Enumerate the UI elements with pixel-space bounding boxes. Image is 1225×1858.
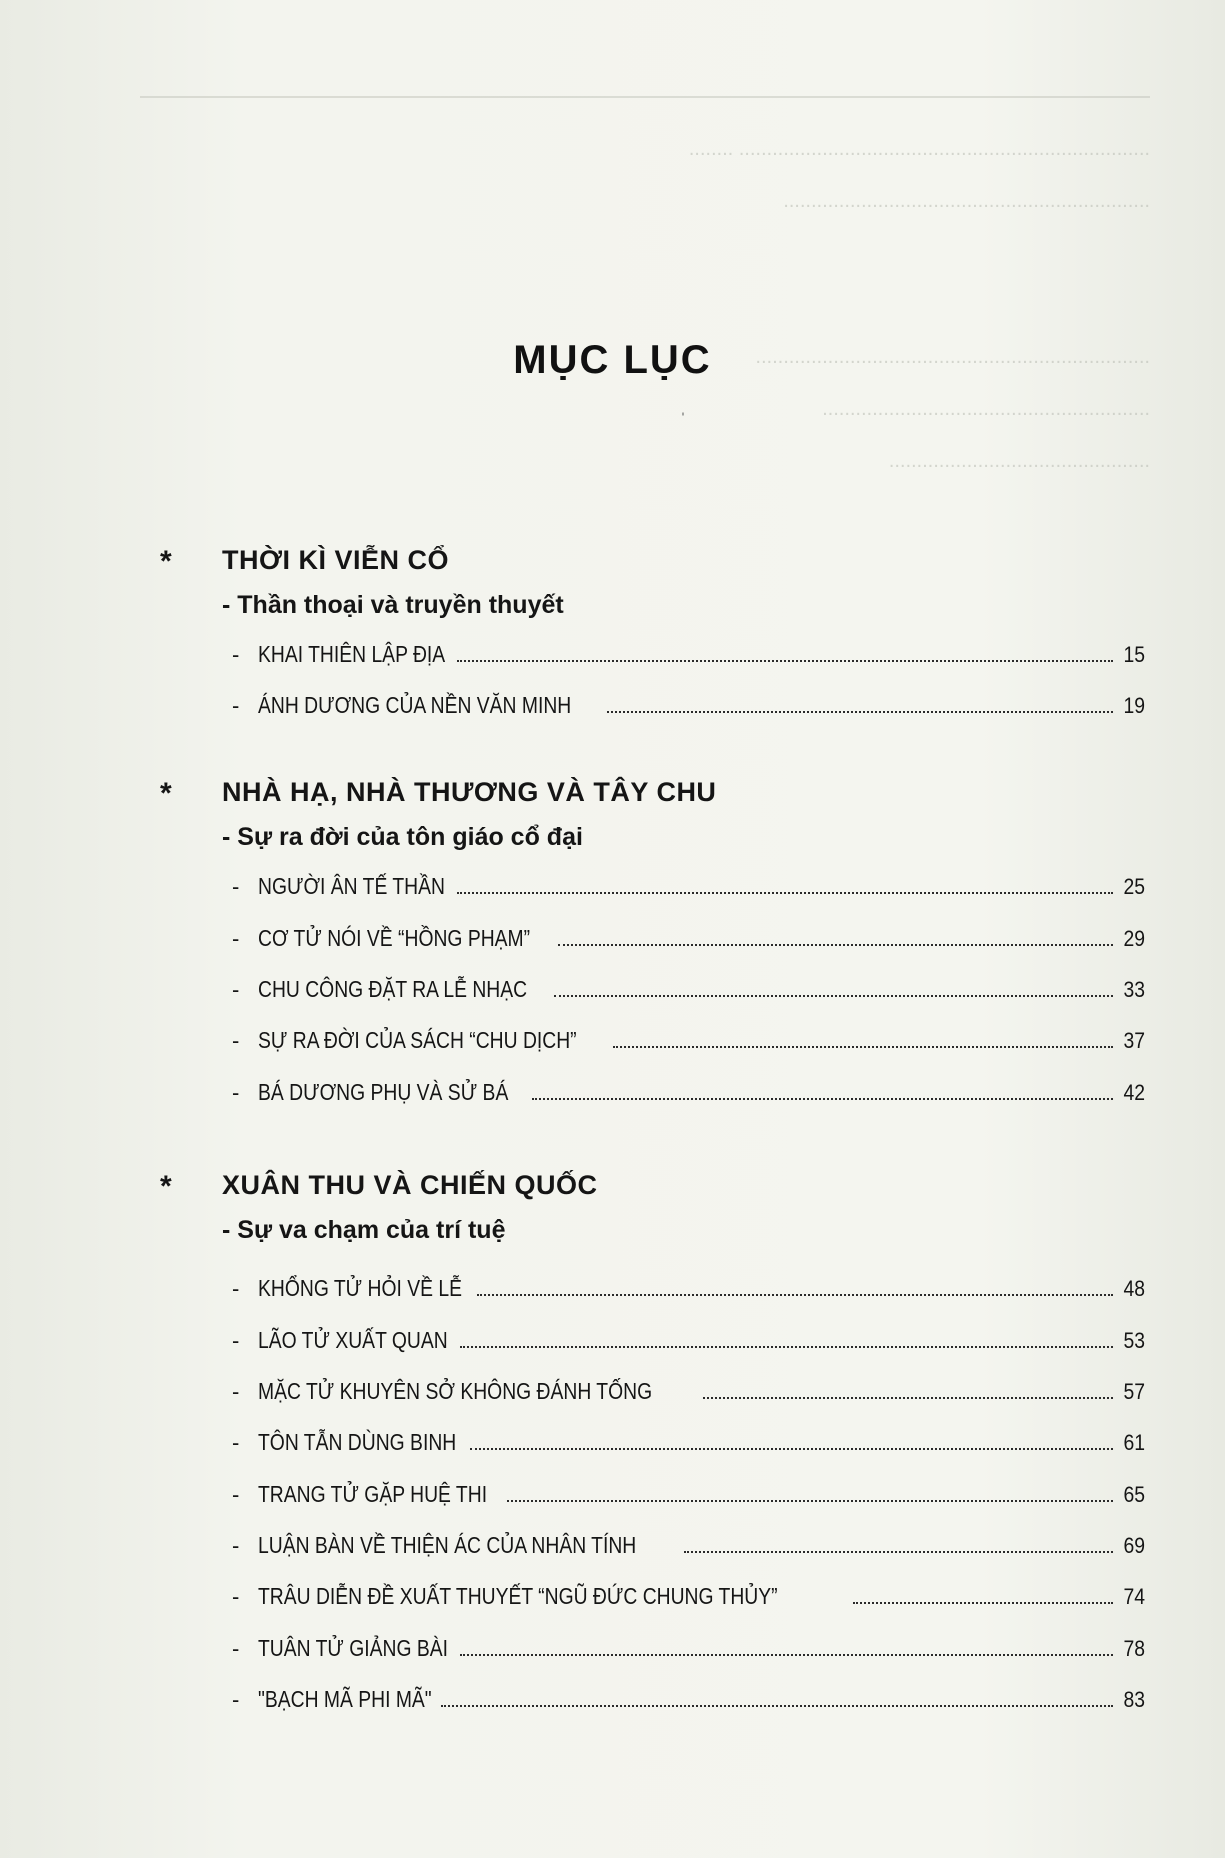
entry-dash: -: [232, 1379, 240, 1404]
dot-leader: [470, 1447, 1113, 1450]
toc-entry[interactable]: [232, 1266, 1145, 1302]
toc-entry[interactable]: [232, 916, 1145, 952]
toc-entry[interactable]: [232, 1318, 1145, 1354]
dot-leader: [532, 1097, 1113, 1100]
toc-entry[interactable]: [232, 683, 1145, 719]
entry-label: CƠ TỬ NÓI VỀ “HỒNG PHẠM”: [258, 925, 531, 951]
entry-label: TRANG TỬ GẶP HUỆ THI: [258, 1481, 488, 1507]
toc-entry[interactable]: [232, 864, 1145, 900]
page-title: MỤC LỤC: [513, 338, 712, 382]
toc-entry[interactable]: [232, 1369, 1145, 1405]
dot-leader: [460, 1653, 1113, 1656]
toc-entry[interactable]: [232, 632, 1145, 668]
section-marker: *: [160, 545, 172, 578]
entry-dash: -: [232, 1080, 240, 1105]
entry-dash: -: [232, 1328, 240, 1353]
entry-dash: -: [232, 1430, 240, 1455]
entry-label: TRÂU DIỄN ĐỀ XUẤT THUYẾT “NGŨ ĐỨC CHUNG THỦY”: [258, 1583, 778, 1609]
entry-dash: -: [232, 977, 240, 1002]
entry-page-number: 74: [1123, 1584, 1145, 1609]
entry-dash: -: [232, 874, 240, 899]
entry-dash: -: [232, 642, 240, 667]
dot-leader: [441, 1704, 1113, 1707]
toc-entry[interactable]: [232, 1626, 1145, 1662]
section-heading: THỜI KÌ VIỄN CỔ: [222, 545, 450, 575]
section-heading: NHÀ HẠ, NHÀ THƯƠNG VÀ TÂY CHU: [222, 777, 717, 807]
toc-entry[interactable]: [232, 1472, 1145, 1508]
entry-page-number: 25: [1123, 874, 1145, 899]
entry-page-number: 48: [1123, 1276, 1145, 1301]
entry-page-number: 57: [1123, 1379, 1145, 1404]
entry-dash: -: [232, 1276, 240, 1301]
dot-leader: [684, 1550, 1113, 1553]
entry-dash: -: [232, 1584, 240, 1609]
section-subheading: - Sự ra đời của tôn giáo cổ đại: [222, 823, 583, 851]
dot-leader: [457, 891, 1113, 894]
entry-page-number: 15: [1123, 642, 1145, 667]
entry-dash: -: [232, 926, 240, 951]
entry-page-number: 29: [1123, 926, 1145, 951]
entry-dash: -: [232, 1482, 240, 1507]
section-marker: *: [160, 1170, 172, 1203]
section-subheading: - Sự va chạm của trí tuệ: [222, 1216, 506, 1244]
entry-label: KHAI THIÊN LẬP ĐỊA: [258, 641, 446, 667]
dot-leader: [457, 659, 1113, 662]
dot-leader: [477, 1293, 1113, 1296]
toc-entry[interactable]: [232, 1677, 1145, 1713]
dot-leader: [460, 1345, 1113, 1348]
entry-dash: -: [232, 1028, 240, 1053]
entry-page-number: 33: [1123, 977, 1145, 1002]
entry-label: TÔN TẪN DÙNG BINH: [258, 1429, 457, 1455]
entry-page-number: 65: [1123, 1482, 1145, 1507]
toc-entry[interactable]: [232, 1574, 1145, 1610]
entry-page-number: 19: [1123, 693, 1145, 718]
entry-dash: -: [232, 1533, 240, 1558]
entry-page-number: 83: [1123, 1687, 1145, 1712]
bleed-through-text: .......................................................................... ........ .................................................................. ....................................................................... ........................................................... ...............................................: [140, 90, 1150, 502]
toc-entry[interactable]: [232, 1070, 1145, 1106]
entry-page-number: 42: [1123, 1080, 1145, 1105]
entry-label: NGƯỜI ÂN TẾ THẦN: [258, 873, 445, 899]
entry-dash: -: [232, 1687, 240, 1712]
entry-page-number: 69: [1123, 1533, 1145, 1558]
toc-entry[interactable]: [232, 1018, 1145, 1054]
section-subheading: - Thần thoại và truyền thuyết: [222, 591, 564, 619]
entry-page-number: 37: [1123, 1028, 1145, 1053]
dot-leader: [703, 1396, 1113, 1399]
dot-leader: [507, 1499, 1113, 1502]
dot-leader: [853, 1601, 1113, 1604]
stray-mark: ˈ: [680, 410, 686, 430]
entry-page-number: 78: [1123, 1636, 1145, 1661]
dot-leader: [554, 994, 1113, 997]
entry-label: KHỔNG TỬ HỎI VỀ LỄ: [258, 1275, 463, 1301]
dot-leader: [558, 943, 1113, 946]
entry-label: LÃO TỬ XUẤT QUAN: [258, 1327, 448, 1353]
dot-leader: [613, 1045, 1113, 1048]
entry-page-number: 61: [1123, 1430, 1145, 1455]
dot-leader: [607, 710, 1113, 713]
entry-label: "BẠCH MÃ PHI MÃ": [258, 1686, 432, 1712]
toc-entry[interactable]: [232, 1420, 1145, 1456]
entry-label: LUẬN BÀN VỀ THIỆN ÁC CỦA NHÂN TÍNH: [258, 1532, 637, 1558]
entry-label: MẶC TỬ KHUYÊN SỞ KHÔNG ĐÁNH TỐNG: [258, 1378, 653, 1404]
section-marker: *: [160, 777, 172, 810]
entry-page-number: 53: [1123, 1328, 1145, 1353]
toc-entry[interactable]: [232, 1523, 1145, 1559]
entry-label: ÁNH DƯƠNG CỦA NỀN VĂN MINH: [258, 692, 572, 718]
entry-dash: -: [232, 1636, 240, 1661]
entry-label: BÁ DƯƠNG PHỤ VÀ SỬ BÁ: [258, 1079, 509, 1105]
entry-dash: -: [232, 693, 240, 718]
section-heading: XUÂN THU VÀ CHIẾN QUỐC: [222, 1170, 598, 1200]
entry-label: SỰ RA ĐỜI CỦA SÁCH “CHU DỊCH”: [258, 1027, 577, 1053]
entry-label: CHU CÔNG ĐẶT RA LỄ NHẠC: [258, 976, 528, 1002]
toc-entry[interactable]: [232, 967, 1145, 1003]
entry-label: TUÂN TỬ GIẢNG BÀI: [258, 1635, 449, 1661]
